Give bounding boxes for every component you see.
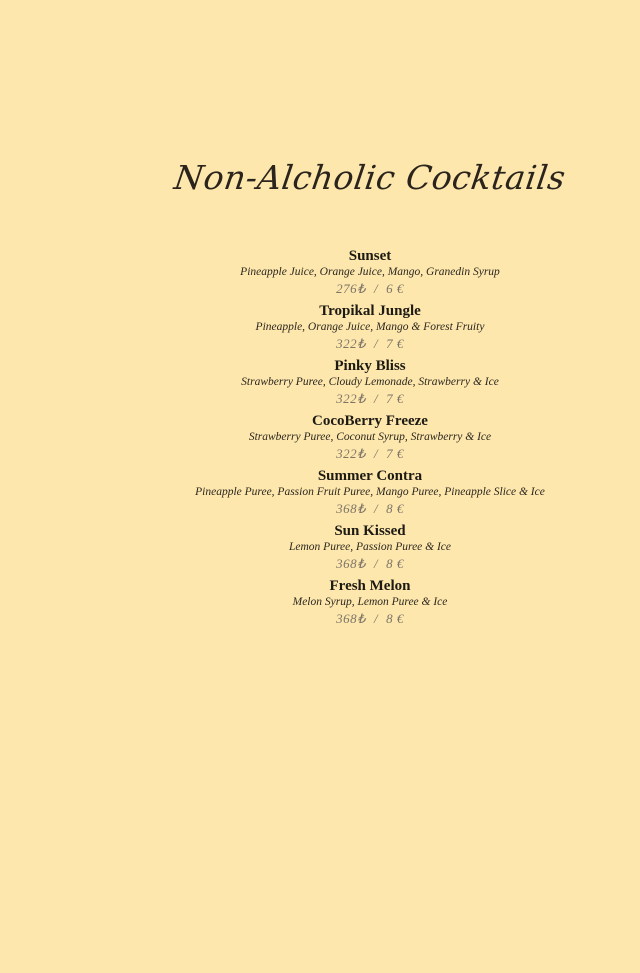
item-price: [0, 610, 640, 628]
menu-item: [0, 522, 640, 577]
price-eur: 7 €: [386, 336, 404, 351]
item-ingredients: Lemon Puree, Passion Puree & Ice: [288, 541, 452, 553]
item-name: Sunset: [348, 248, 392, 264]
item-price: [0, 555, 640, 573]
item-ingredients: Melon Syrup, Lemon Puree & Ice: [292, 596, 448, 608]
item-name: Tropikal Jungle: [319, 303, 421, 319]
menu-item: [0, 577, 640, 632]
price-try: 368₺: [336, 611, 366, 626]
price-try: 368₺: [336, 501, 366, 516]
item-ingredients: Pineapple Juice, Orange Juice, Mango, Granedin Syrup: [240, 266, 500, 278]
item-price: [0, 335, 640, 353]
item-ingredients: Pineapple Puree, Passion Fruit Puree, Mango Puree, Pineapple Slice & Ice: [195, 486, 545, 498]
price-eur: 6 €: [386, 281, 404, 296]
price-eur: 7 €: [386, 391, 404, 406]
price-separator: /: [373, 501, 379, 516]
price-separator: /: [373, 391, 379, 406]
item-price: [0, 445, 640, 463]
price-try: 276₺: [336, 281, 366, 296]
item-name: Fresh Melon: [329, 578, 411, 594]
item-ingredients: Pineapple, Orange Juice, Mango & Forest Fruity: [255, 321, 485, 333]
price-eur: 8 €: [386, 611, 404, 626]
menu-item: [0, 412, 640, 467]
price-separator: /: [373, 336, 379, 351]
price-separator: /: [373, 556, 379, 571]
price-separator: /: [373, 611, 379, 626]
price-try: 322₺: [336, 391, 366, 406]
menu-item: [0, 247, 640, 302]
item-name: CocoBerry Freeze: [312, 413, 428, 429]
item-name: Summer Contra: [317, 468, 423, 484]
item-ingredients: Strawberry Puree, Coconut Syrup, Strawberry & Ice: [248, 431, 492, 443]
item-name: Sun Kissed: [334, 523, 406, 539]
price-try: 322₺: [336, 446, 366, 461]
price-try: 322₺: [336, 336, 366, 351]
menu-item: [0, 467, 640, 522]
item-price: [0, 500, 640, 518]
price-try: 368₺: [336, 556, 366, 571]
menu-item: [0, 302, 640, 357]
price-eur: 8 €: [386, 556, 404, 571]
item-price: [0, 390, 640, 408]
cocktail-list: [0, 247, 640, 632]
price-separator: /: [373, 446, 379, 461]
item-price: [0, 280, 640, 298]
menu-item: [0, 357, 640, 412]
price-eur: 7 €: [386, 446, 404, 461]
item-ingredients: Strawberry Puree, Cloudy Lemonade, Strawberry & Ice: [241, 376, 499, 388]
menu-title: Non-Alcholic Cocktails: [171, 158, 569, 197]
item-name: Pinky Bliss: [334, 358, 406, 374]
price-separator: /: [373, 281, 379, 296]
price-eur: 8 €: [386, 501, 404, 516]
